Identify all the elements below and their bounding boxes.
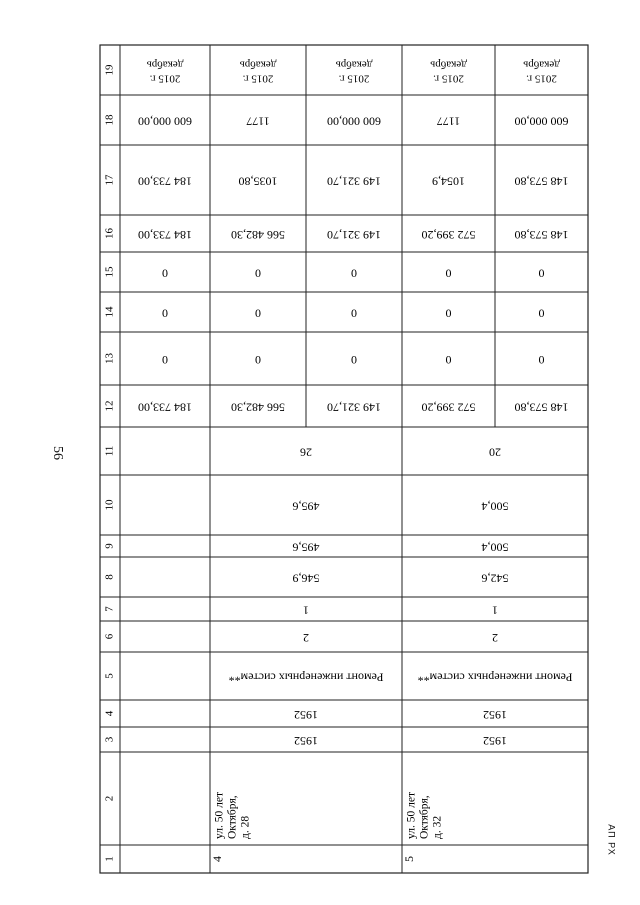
sub-cell-c16: 149 321,70: [327, 227, 381, 242]
row-number-4: 4: [209, 856, 224, 862]
column-header-14: 14: [103, 306, 116, 318]
sub-cell-c19: декабрь: [430, 58, 467, 71]
cell-c3-row-5: 1952: [483, 733, 507, 748]
cell-c11-row-5: 20: [489, 445, 501, 460]
sub-cell-c17: 1054,9: [432, 174, 465, 189]
cell-c10-row-4: 495,6: [292, 499, 320, 514]
column-header-12: 12: [103, 400, 116, 412]
cell-c3-row-4: 1952: [294, 733, 318, 748]
column-header-8: 8: [103, 574, 116, 580]
address-line: ул. 50 лет: [405, 792, 418, 839]
footer-code: АП РХ: [606, 824, 617, 856]
page-number: 56: [50, 446, 65, 460]
sub-cell-c18: 600 000,00: [327, 114, 381, 129]
column-header-7: 7: [103, 606, 116, 612]
column-header-19: 19: [103, 64, 116, 76]
cell-c10-row-5: 500,4: [481, 499, 509, 514]
table-frame: [100, 45, 588, 873]
sub-cell-c15: 0: [255, 266, 261, 281]
sub-cell-c19: декабрь: [335, 58, 373, 71]
cell-c5-row-4: Ремонт инженерных систем**: [228, 670, 384, 685]
column-header-18: 18: [103, 114, 116, 126]
sub-cell-c12: 566 482,30: [231, 400, 285, 415]
cell-c11-row-4: 26: [300, 445, 312, 460]
row-number-5: 5: [401, 856, 416, 862]
cell-c5-row-5: Ремонт инженерных систем**: [417, 670, 573, 685]
sub-cell-c19: декабрь: [239, 58, 277, 71]
sub-cell-c17: 148 573,80: [514, 174, 569, 189]
column-header-16: 16: [103, 228, 116, 239]
cell-c4-row-4: 1952: [294, 707, 318, 722]
sub-cell-c19: декабрь: [146, 58, 184, 71]
column-header-17: 17: [103, 174, 116, 186]
column-header-13: 13: [103, 353, 116, 364]
address-line: ул. 50 лет: [213, 792, 226, 839]
column-header-2: 2: [103, 795, 116, 802]
cell-c6-row-4: 2: [303, 630, 309, 645]
sub-cell-c16: 566 482,30: [231, 227, 285, 242]
cell-c9-row-5: 500,4: [481, 540, 509, 555]
column-header-10: 10: [103, 499, 116, 511]
address-line: д. 28: [239, 815, 252, 839]
cell-c7-row-5: 1: [492, 603, 498, 618]
sub-cell-c14: 0: [351, 306, 357, 321]
sub-cell-c12: 572 399,20: [421, 400, 476, 415]
sub-cell-c18: 600 000,00: [514, 114, 569, 129]
cell-c8-row-5: 542,6: [481, 571, 509, 586]
column-header-6: 6: [103, 633, 116, 640]
sub-cell-c17: 149 321,70: [327, 174, 381, 189]
column-header-1: 1: [103, 856, 116, 862]
sub-cell-c15: 0: [162, 266, 168, 281]
sub-cell-c18: 1177: [246, 114, 270, 129]
cell-c8-row-4: 546,9: [292, 571, 320, 586]
address-line: Октября,: [418, 795, 431, 839]
sub-cell-c13: 0: [351, 352, 357, 367]
sub-cell-c13: 0: [162, 352, 168, 367]
sub-cell-c12: 184 733,00: [138, 400, 192, 415]
sub-cell-c18: 1177: [436, 114, 461, 129]
sub-cell-c19: 2015 г.: [433, 72, 464, 85]
sub-cell-c12: 148 573,80: [514, 400, 569, 415]
sub-cell-c17: 184 733,00: [138, 174, 192, 189]
sub-cell-c16: 148 573,80: [514, 227, 569, 242]
sub-cell-c13: 0: [255, 352, 261, 367]
sub-cell-c16: 572 399,20: [421, 227, 476, 242]
column-header-3: 3: [103, 736, 116, 743]
sub-cell-c18: 600 000,00: [138, 114, 192, 129]
column-header-5: 5: [103, 673, 116, 679]
sub-cell-c14: 0: [538, 306, 545, 321]
sub-cell-c14: 0: [445, 306, 452, 321]
sub-cell-c19: 2015 г.: [149, 72, 181, 85]
sub-cell-c14: 0: [162, 306, 168, 321]
sub-cell-c15: 0: [351, 266, 357, 281]
sub-cell-c16: 184 733,00: [138, 227, 192, 242]
sub-cell-c14: 0: [255, 306, 261, 321]
column-header-15: 15: [103, 266, 116, 278]
sub-cell-c15: 0: [538, 266, 545, 281]
cell-c9-row-4: 495,6: [292, 540, 320, 555]
address-line: д. 32: [431, 815, 444, 839]
sub-cell-c13: 0: [445, 352, 452, 367]
sub-cell-c19: 2015 г.: [338, 72, 370, 85]
cell-c4-row-5: 1952: [483, 707, 507, 722]
sub-cell-c19: 2015 г.: [242, 72, 274, 85]
column-header-11: 11: [103, 445, 116, 457]
sub-cell-c17: 1035,80: [238, 174, 278, 189]
sub-cell-c19: 2015 г.: [526, 72, 557, 85]
sub-cell-c12: 149 321,70: [327, 400, 381, 415]
column-header-4: 4: [103, 710, 116, 717]
cell-c7-row-4: 1: [303, 603, 309, 618]
cell-c6-row-5: 2: [492, 630, 498, 645]
sub-cell-c13: 0: [538, 352, 545, 367]
sub-cell-c15: 0: [445, 266, 452, 281]
address-line: Октября,: [226, 795, 239, 839]
sub-cell-c19: декабрь: [523, 58, 560, 71]
column-header-9: 9: [103, 543, 116, 549]
